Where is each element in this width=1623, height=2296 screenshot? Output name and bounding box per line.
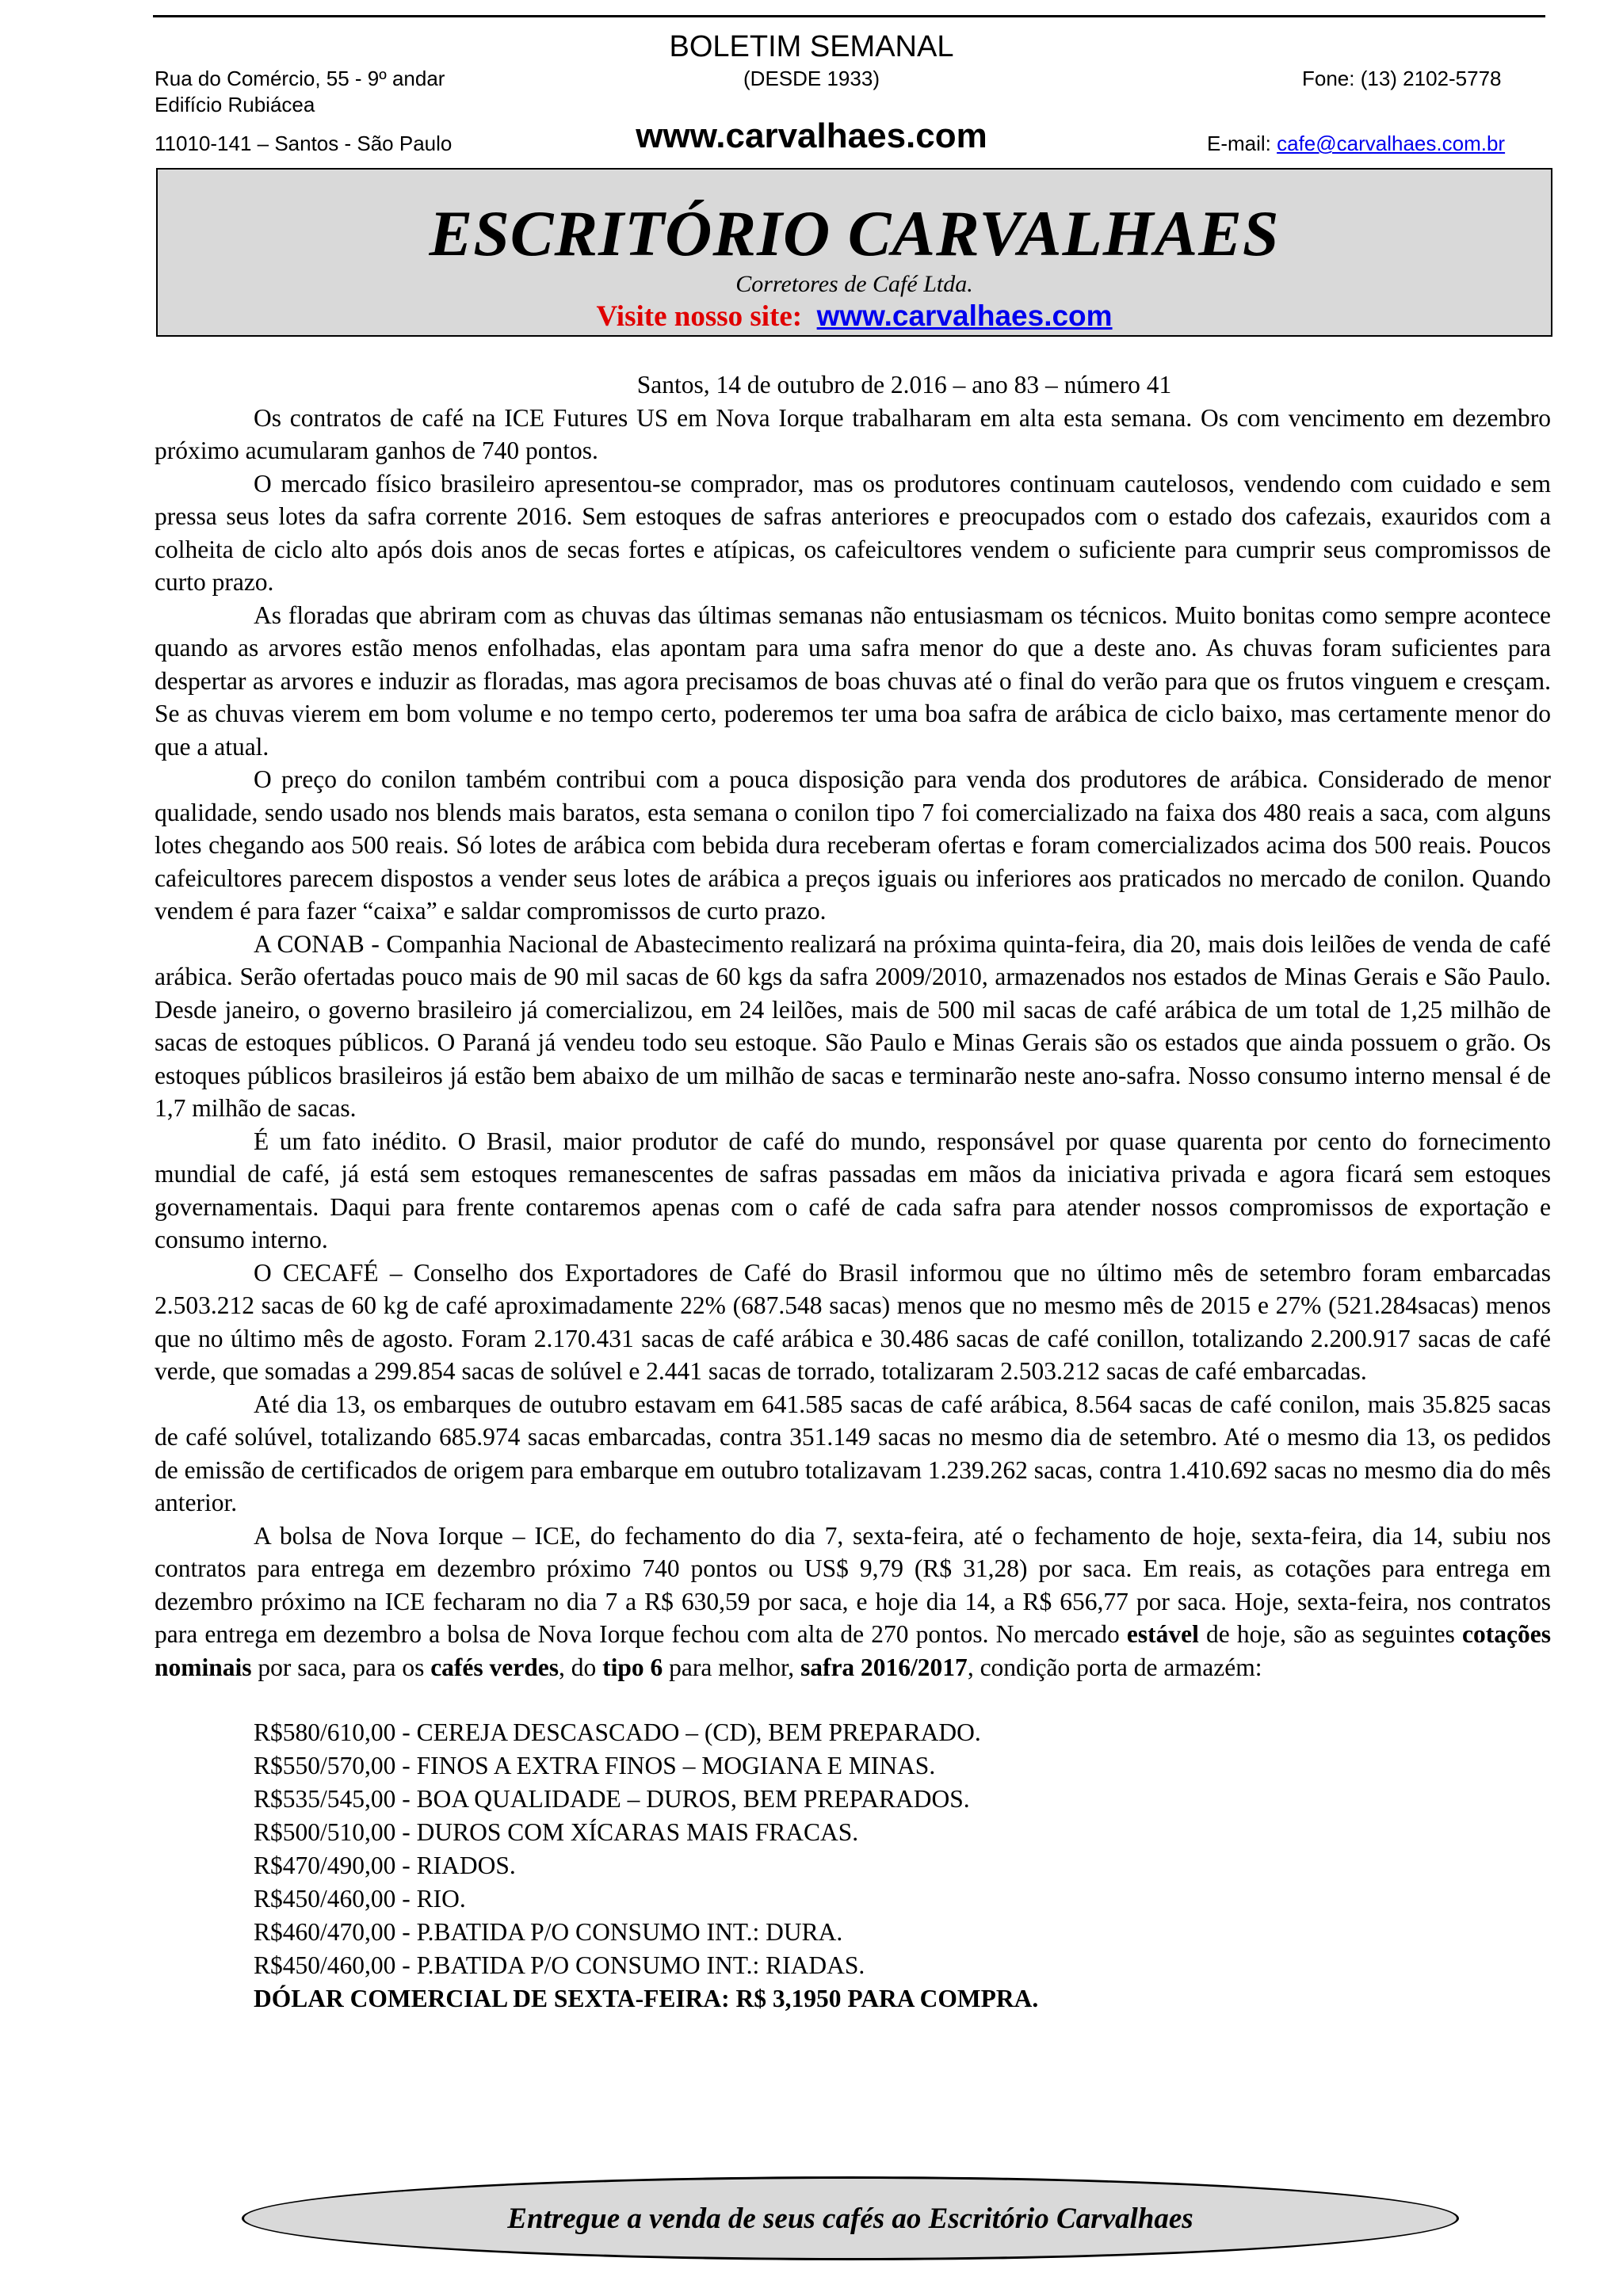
visit-site-link[interactable]: www.carvalhaes.com	[816, 299, 1113, 332]
address-line-1: Rua do Comércio, 55 - 9º andar	[155, 67, 445, 90]
paragraph-bolsa-ny	[155, 1520, 1551, 1684]
price-item: R$460/470,00 - P.BATIDA P/O CONSUMO INT.: DURA.	[254, 1918, 843, 1946]
company-banner	[156, 168, 1552, 337]
price-item: R$580/610,00 - CEREJA DESCASCADO – (CD), BEM PREPARADO.	[254, 1718, 981, 1746]
bolsa-bold-safra: safra 2016/2017	[800, 1653, 968, 1681]
since-year: (DESDE 1933)	[743, 67, 880, 90]
bolsa-bold-tipo: tipo 6	[602, 1653, 663, 1681]
paragraph-fato-inedito: É um fato inédito. O Brasil, maior produtor de café do mundo, responsável por quase quarenta por cento do fornecimento mundial de café, já está sem estoques remanescentes de safras passadas em mãos da iniciativa privada e agora ficará sem estoques governamentais. Daqui para frente contaremos apenas com o café de cada safra para atender nossos compromissos de exportação e consumo interno.	[155, 1127, 1551, 1253]
visit-site-colon: :	[792, 300, 803, 333]
company-name: ESCRITÓRIO CARVALHAES	[429, 197, 1280, 269]
paragraph-conab: A CONAB - Companhia Nacional de Abastecimento realizará na próxima quinta-feira, dia 20, mais dois leilões de venda de café arábica. Serão ofertadas pouco mais de 90 mil sacas de 60 kgs da safra 2009/2010, armazenados nos estados de Minas Gerais e São Paulo. Desde janeiro, o governo brasileiro já comercializou, em 24 leilões, mais de 500 mil sacas de café arábica de um total de 1,25 milhão de sacas de estoques públicos. O Paraná já vendeu todo seu estoque. São Paulo e Minas Gerais são os estados que ainda possuem o grão. Os estoques públicos brasileiros já estão bem abaixo de um milhão de sacas e terminarão neste ano-safra. Nosso consumo interno mensal é de 1,7 milhão de sacas.	[155, 929, 1551, 1122]
visit-site-label: Visite nosso site	[596, 300, 792, 333]
website-link[interactable]: www.carvalhaes.com	[636, 116, 987, 155]
phone-number: Fone: (13) 2102-5778	[1302, 67, 1502, 90]
address-line-2: Edifício Rubiácea	[155, 93, 315, 116]
bolsa-text-6: , condição porta de armazém:	[967, 1653, 1262, 1681]
paragraph-embarques: Até dia 13, os embarques de outubro estavam em 641.585 sacas de café arábica, 8.564 sacas de café conilon, mais 35.825 sacas de café solúvel, totalizando 685.974 sacas embarcadas, contra 351.149 sacas no mesmo dia de setembro. Até o mesmo dia 13, os pedidos de emissão de certificados de origem para embarque em outubro totalizavam 1.239.262 sacas, contra 1.410.692 sacas no mesmo dia do mês anterior.	[155, 1390, 1551, 1516]
bolsa-text-2: de hoje, são as seguintes	[1198, 1620, 1463, 1648]
price-list	[155, 1716, 1551, 2016]
price-item: R$470/490,00 - RIADOS.	[254, 1852, 516, 1879]
paragraph-physical-market: O mercado físico brasileiro apresentou-se comprador, mas os produtores continuam cautelosos, vendendo com cuidado e sem pressa seus lotes da safra corrente 2016. Sem estoques de safras anteriores e preocupados com o estado dos cafezais, exauridos com a colheita de ciclo alto após dois anos de secas fortes e atípicas, os cafeicultores vendem o suficiente para cumprir seus compromissos de curto prazo.	[155, 469, 1551, 596]
bolsa-text-4: , do	[559, 1653, 603, 1681]
company-subtitle: Corretores de Café Ltda.	[735, 271, 973, 297]
address-line-3: 11010-141 – Santos - São Paulo	[155, 132, 453, 155]
email-label: E-mail:	[1207, 132, 1277, 155]
bulletin-body	[155, 368, 1551, 2016]
email-link[interactable]: cafe@carvalhaes.com.br	[1277, 132, 1506, 155]
bolsa-text-5: para melhor,	[663, 1653, 800, 1681]
bolsa-bold-cafes-verdes: cafés verdes	[430, 1653, 559, 1681]
bolsa-bold-cotacoes: cotações nominais	[155, 1620, 1551, 1681]
footer-slogan: Entregue a venda de seus cafés ao Escritório Carvalhaes	[507, 2202, 1193, 2235]
paragraph-floradas: As floradas que abriram com as chuvas das últimas semanas não entusiasmam os técnicos. Muito bonitas como sempre acontece quando as arvores estão menos enfolhadas, elas apontam para uma safra menor do que a deste ano. As chuvas foram suficientes para despertar as arvores e induzir as floradas, mas agora precisamos de boas chuvas até o final do verão para que os frutos vinguem e cresçam. Se as chuvas vierem em bom volume e no tempo certo, poderemos ter uma boa safra de arábica de ciclo baixo, mas certamente menor do que a atual.	[155, 601, 1551, 761]
bolsa-text-3: por saca, para os	[251, 1653, 431, 1681]
email-contact	[1207, 132, 1505, 156]
price-item: R$535/545,00 - BOA QUALIDADE – DUROS, BEM PREPARADOS.	[254, 1785, 970, 1813]
price-item: R$550/570,00 - FINOS A EXTRA FINOS – MOGIANA E MINAS.	[254, 1752, 936, 1779]
bolsa-bold-estavel: estável	[1126, 1620, 1199, 1648]
paragraph-ice-futures: Os contratos de café na ICE Futures US em Nova Iorque trabalharam em alta esta semana. Os com vencimento em dezembro próximo acumularam ganhos de 740 pontos.	[155, 403, 1551, 464]
price-item: R$450/460,00 - P.BATIDA P/O CONSUMO INT.: RIADAS.	[254, 1951, 865, 1979]
bolsa-text-1: A bolsa de Nova Iorque – ICE, do fechamento do dia 7, sexta-feira, até o fechamento de hoje, sexta-feira, dia 14, subiu nos contratos para entrega em dezembro próximo 740 pontos ou US$ 9,79 (R$ 31,28) por saca. Em reais, as cotações para entrega em dezembro próximo na ICE fecharam no dia 7 a R$ 630,59 por saca, e hoje dia 14, a R$ 656,77 por saca. Hoje, sexta-feira, nos contratos para entrega em dezembro a bolsa de Nova Iorque fechou com alta de 270 pontos. No mercado	[155, 1521, 1551, 1648]
bulletin-title: BOLETIM SEMANAL	[669, 30, 954, 63]
footer-oval	[242, 2176, 1459, 2260]
price-item: R$450/460,00 - RIO.	[254, 1885, 466, 1913]
paragraph-cecafe: O CECAFÉ – Conselho dos Exportadores de Café do Brasil informou que no último mês de setembro foram embarcadas 2.503.212 sacas de 60 kg de café aproximadamente 22% (687.548 sacas) menos que no mesmo mês de 2015 e 27% (521.284sacas) menos que no último mês de agosto. Foram 2.170.431 sacas de café arábica e 30.486 sacas de café conillon, totalizando 2.200.917 sacas de café verde, que somadas a 299.854 sacas de solúvel e 2.441 sacas de torrado, totalizaram 2.503.212 sacas de café embarcadas.	[155, 1258, 1551, 1385]
dollar-rate: DÓLAR COMERCIAL DE SEXTA-FEIRA: R$ 3,1950 PARA COMPRA.	[254, 1985, 1039, 2012]
dateline: Santos, 14 de outubro de 2.016 – ano 83 – número 41	[636, 371, 1172, 399]
price-item: R$500/510,00 - DUROS COM XÍCARAS MAIS FRACAS.	[254, 1818, 859, 1846]
paragraph-conilon: O preço do conilon também contribui com a pouca disposição para venda dos produtores de arábica. Considerado de menor qualidade, sendo usado nos blends mais baratos, esta semana o conilon tipo 7 foi comercializado na faixa dos 480 reais a saca, com alguns lotes chegando aos 500 reais. Só lotes de arábica com bebida dura receberam ofertas e foram comercializados acima dos 500 reais. Poucos cafeicultores parecem dispostos a vender seus lotes de arábica a preços iguais ou inferiores aos praticados no mercado de conilon. Quando vendem é para fazer “caixa” e saldar compromissos de curto prazo.	[155, 765, 1551, 925]
top-rule	[153, 15, 1545, 17]
visit-site-line	[158, 300, 1551, 334]
